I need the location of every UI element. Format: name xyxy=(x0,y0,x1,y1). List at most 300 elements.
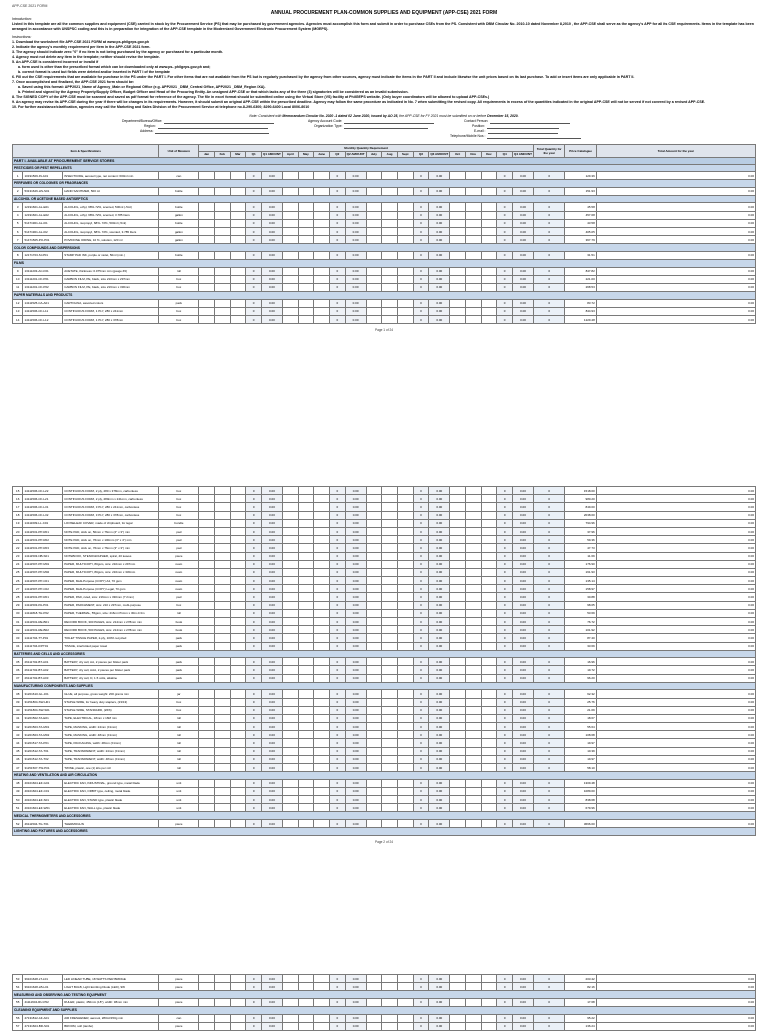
month-qty-input[interactable] xyxy=(314,698,330,706)
month-qty-input[interactable] xyxy=(214,203,230,211)
month-qty-input[interactable] xyxy=(450,307,466,315)
month-qty-input[interactable] xyxy=(382,819,398,827)
month-qty-input[interactable] xyxy=(314,511,330,519)
month-qty-input[interactable] xyxy=(199,236,215,244)
month-qty-input[interactable] xyxy=(465,819,481,827)
month-qty-input[interactable] xyxy=(465,764,481,772)
month-qty-input[interactable] xyxy=(214,796,230,804)
month-qty-input[interactable] xyxy=(382,634,398,642)
month-qty-input[interactable] xyxy=(199,203,215,211)
month-qty-input[interactable] xyxy=(214,609,230,617)
month-qty-input[interactable] xyxy=(199,998,215,1006)
month-qty-input[interactable] xyxy=(298,203,314,211)
month-qty-input[interactable] xyxy=(465,251,481,259)
month-qty-input[interactable] xyxy=(465,299,481,307)
month-qty-input[interactable] xyxy=(450,536,466,544)
month-qty-input[interactable] xyxy=(465,674,481,682)
month-qty-input[interactable] xyxy=(450,495,466,503)
month-qty-input[interactable] xyxy=(382,975,398,983)
month-qty-input[interactable] xyxy=(366,577,382,585)
month-qty-input[interactable] xyxy=(450,552,466,560)
month-qty-input[interactable] xyxy=(481,998,497,1006)
month-qty-input[interactable] xyxy=(282,983,298,991)
month-qty-input[interactable] xyxy=(366,626,382,634)
month-qty-input[interactable] xyxy=(230,568,246,576)
month-qty-input[interactable] xyxy=(481,690,497,698)
month-qty-input[interactable] xyxy=(282,714,298,722)
month-qty-input[interactable] xyxy=(481,283,497,291)
month-qty-input[interactable] xyxy=(282,519,298,527)
month-qty-input[interactable] xyxy=(366,187,382,195)
month-qty-input[interactable] xyxy=(366,172,382,180)
month-qty-input[interactable] xyxy=(282,747,298,755)
month-qty-input[interactable] xyxy=(366,503,382,511)
month-qty-input[interactable] xyxy=(481,568,497,576)
month-qty-input[interactable] xyxy=(481,299,497,307)
month-qty-input[interactable] xyxy=(366,267,382,275)
month-qty-input[interactable] xyxy=(481,714,497,722)
month-qty-input[interactable] xyxy=(366,1022,382,1030)
month-qty-input[interactable] xyxy=(214,568,230,576)
month-qty-input[interactable] xyxy=(199,698,215,706)
month-qty-input[interactable] xyxy=(314,618,330,626)
month-qty-input[interactable] xyxy=(199,975,215,983)
month-qty-input[interactable] xyxy=(298,983,314,991)
month-qty-input[interactable] xyxy=(366,527,382,535)
month-qty-input[interactable] xyxy=(298,315,314,323)
month-qty-input[interactable] xyxy=(230,804,246,812)
month-qty-input[interactable] xyxy=(298,236,314,244)
org-type-field[interactable]: Organization Type: xyxy=(314,124,428,129)
month-qty-input[interactable] xyxy=(450,275,466,283)
month-qty-input[interactable] xyxy=(366,275,382,283)
month-qty-input[interactable] xyxy=(314,674,330,682)
month-qty-input[interactable] xyxy=(481,1022,497,1030)
month-qty-input[interactable] xyxy=(282,706,298,714)
month-qty-input[interactable] xyxy=(450,227,466,235)
month-qty-input[interactable] xyxy=(450,755,466,763)
month-qty-input[interactable] xyxy=(397,658,413,666)
month-qty-input[interactable] xyxy=(481,983,497,991)
month-qty-input[interactable] xyxy=(382,227,398,235)
month-qty-input[interactable] xyxy=(230,236,246,244)
month-qty-input[interactable] xyxy=(366,585,382,593)
month-qty-input[interactable] xyxy=(314,211,330,219)
month-qty-input[interactable] xyxy=(382,626,398,634)
month-qty-input[interactable] xyxy=(366,642,382,650)
month-qty-input[interactable] xyxy=(465,739,481,747)
month-qty-input[interactable] xyxy=(465,658,481,666)
month-qty-input[interactable] xyxy=(214,299,230,307)
month-qty-input[interactable] xyxy=(230,658,246,666)
month-qty-input[interactable] xyxy=(366,203,382,211)
month-qty-input[interactable] xyxy=(282,187,298,195)
month-qty-input[interactable] xyxy=(481,787,497,795)
month-qty-input[interactable] xyxy=(214,764,230,772)
month-qty-input[interactable] xyxy=(214,787,230,795)
month-qty-input[interactable] xyxy=(465,755,481,763)
month-qty-input[interactable] xyxy=(214,519,230,527)
month-qty-input[interactable] xyxy=(450,1022,466,1030)
month-qty-input[interactable] xyxy=(214,283,230,291)
month-qty-input[interactable] xyxy=(199,552,215,560)
month-qty-input[interactable] xyxy=(199,536,215,544)
month-qty-input[interactable] xyxy=(199,299,215,307)
dept-field[interactable]: Department/Bureau/Office: xyxy=(122,119,274,124)
month-qty-input[interactable] xyxy=(397,211,413,219)
month-qty-input[interactable] xyxy=(382,796,398,804)
month-qty-input[interactable] xyxy=(282,723,298,731)
month-qty-input[interactable] xyxy=(298,227,314,235)
month-qty-input[interactable] xyxy=(366,315,382,323)
month-qty-input[interactable] xyxy=(481,779,497,787)
month-qty-input[interactable] xyxy=(298,658,314,666)
month-qty-input[interactable] xyxy=(465,714,481,722)
month-qty-input[interactable] xyxy=(282,251,298,259)
month-qty-input[interactable] xyxy=(481,796,497,804)
month-qty-input[interactable] xyxy=(366,236,382,244)
month-qty-input[interactable] xyxy=(314,275,330,283)
month-qty-input[interactable] xyxy=(214,1014,230,1022)
month-qty-input[interactable] xyxy=(465,747,481,755)
month-qty-input[interactable] xyxy=(214,527,230,535)
month-qty-input[interactable] xyxy=(282,601,298,609)
month-qty-input[interactable] xyxy=(214,983,230,991)
month-qty-input[interactable] xyxy=(366,544,382,552)
month-qty-input[interactable] xyxy=(382,487,398,495)
month-qty-input[interactable] xyxy=(382,609,398,617)
month-qty-input[interactable] xyxy=(214,642,230,650)
month-qty-input[interactable] xyxy=(481,609,497,617)
month-qty-input[interactable] xyxy=(282,755,298,763)
month-qty-input[interactable] xyxy=(199,495,215,503)
month-qty-input[interactable] xyxy=(298,666,314,674)
month-qty-input[interactable] xyxy=(199,787,215,795)
month-qty-input[interactable] xyxy=(366,568,382,576)
month-qty-input[interactable] xyxy=(230,227,246,235)
month-qty-input[interactable] xyxy=(465,1022,481,1030)
month-qty-input[interactable] xyxy=(465,267,481,275)
month-qty-input[interactable] xyxy=(282,227,298,235)
month-qty-input[interactable] xyxy=(481,658,497,666)
month-qty-input[interactable] xyxy=(366,819,382,827)
month-qty-input[interactable] xyxy=(382,723,398,731)
month-qty-input[interactable] xyxy=(230,601,246,609)
month-qty-input[interactable] xyxy=(465,593,481,601)
month-qty-input[interactable] xyxy=(481,187,497,195)
month-qty-input[interactable] xyxy=(397,219,413,227)
month-qty-input[interactable] xyxy=(481,674,497,682)
month-qty-input[interactable] xyxy=(465,698,481,706)
month-qty-input[interactable] xyxy=(366,618,382,626)
month-qty-input[interactable] xyxy=(465,577,481,585)
month-qty-input[interactable] xyxy=(382,787,398,795)
month-qty-input[interactable] xyxy=(230,593,246,601)
month-qty-input[interactable] xyxy=(298,487,314,495)
month-qty-input[interactable] xyxy=(366,511,382,519)
month-qty-input[interactable] xyxy=(298,796,314,804)
month-qty-input[interactable] xyxy=(199,983,215,991)
month-qty-input[interactable] xyxy=(298,577,314,585)
month-qty-input[interactable] xyxy=(298,674,314,682)
month-qty-input[interactable] xyxy=(199,227,215,235)
month-qty-input[interactable] xyxy=(230,307,246,315)
month-qty-input[interactable] xyxy=(298,593,314,601)
month-qty-input[interactable] xyxy=(282,299,298,307)
month-qty-input[interactable] xyxy=(314,503,330,511)
month-qty-input[interactable] xyxy=(397,519,413,527)
month-qty-input[interactable] xyxy=(397,723,413,731)
month-qty-input[interactable] xyxy=(465,203,481,211)
month-qty-input[interactable] xyxy=(230,495,246,503)
month-qty-input[interactable] xyxy=(465,626,481,634)
month-qty-input[interactable] xyxy=(465,634,481,642)
month-qty-input[interactable] xyxy=(214,706,230,714)
month-qty-input[interactable] xyxy=(199,674,215,682)
month-qty-input[interactable] xyxy=(481,642,497,650)
month-qty-input[interactable] xyxy=(450,577,466,585)
month-qty-input[interactable] xyxy=(214,747,230,755)
month-qty-input[interactable] xyxy=(481,211,497,219)
month-qty-input[interactable] xyxy=(314,585,330,593)
month-qty-input[interactable] xyxy=(366,283,382,291)
month-qty-input[interactable] xyxy=(450,747,466,755)
month-qty-input[interactable] xyxy=(282,658,298,666)
month-qty-input[interactable] xyxy=(397,601,413,609)
month-qty-input[interactable] xyxy=(450,299,466,307)
month-qty-input[interactable] xyxy=(314,731,330,739)
month-qty-input[interactable] xyxy=(397,511,413,519)
month-qty-input[interactable] xyxy=(214,731,230,739)
month-qty-input[interactable] xyxy=(298,299,314,307)
month-qty-input[interactable] xyxy=(366,211,382,219)
month-qty-input[interactable] xyxy=(450,779,466,787)
month-qty-input[interactable] xyxy=(450,674,466,682)
month-qty-input[interactable] xyxy=(397,755,413,763)
month-qty-input[interactable] xyxy=(397,739,413,747)
month-qty-input[interactable] xyxy=(230,796,246,804)
month-qty-input[interactable] xyxy=(230,527,246,535)
month-qty-input[interactable] xyxy=(481,577,497,585)
month-qty-input[interactable] xyxy=(481,593,497,601)
month-qty-input[interactable] xyxy=(366,755,382,763)
month-qty-input[interactable] xyxy=(298,723,314,731)
month-qty-input[interactable] xyxy=(397,804,413,812)
month-qty-input[interactable] xyxy=(282,998,298,1006)
month-qty-input[interactable] xyxy=(282,236,298,244)
month-qty-input[interactable] xyxy=(382,299,398,307)
month-qty-input[interactable] xyxy=(382,495,398,503)
month-qty-input[interactable] xyxy=(481,495,497,503)
month-qty-input[interactable] xyxy=(230,983,246,991)
month-qty-input[interactable] xyxy=(465,601,481,609)
month-qty-input[interactable] xyxy=(481,519,497,527)
month-qty-input[interactable] xyxy=(199,172,215,180)
month-qty-input[interactable] xyxy=(397,577,413,585)
month-qty-input[interactable] xyxy=(199,519,215,527)
month-qty-input[interactable] xyxy=(230,666,246,674)
month-qty-input[interactable] xyxy=(230,552,246,560)
month-qty-input[interactable] xyxy=(382,315,398,323)
month-qty-input[interactable] xyxy=(450,634,466,642)
month-qty-input[interactable] xyxy=(214,487,230,495)
month-qty-input[interactable] xyxy=(450,658,466,666)
month-qty-input[interactable] xyxy=(282,283,298,291)
month-qty-input[interactable] xyxy=(314,172,330,180)
month-qty-input[interactable] xyxy=(230,723,246,731)
month-qty-input[interactable] xyxy=(481,601,497,609)
month-qty-input[interactable] xyxy=(397,618,413,626)
month-qty-input[interactable] xyxy=(314,283,330,291)
telephone-field[interactable]: Telephone/Mobile Nos : xyxy=(450,134,581,139)
month-qty-input[interactable] xyxy=(382,1022,398,1030)
month-qty-input[interactable] xyxy=(314,747,330,755)
month-qty-input[interactable] xyxy=(481,585,497,593)
month-qty-input[interactable] xyxy=(397,698,413,706)
month-qty-input[interactable] xyxy=(282,511,298,519)
month-qty-input[interactable] xyxy=(382,764,398,772)
month-qty-input[interactable] xyxy=(199,819,215,827)
month-qty-input[interactable] xyxy=(382,267,398,275)
month-qty-input[interactable] xyxy=(397,764,413,772)
month-qty-input[interactable] xyxy=(397,642,413,650)
month-qty-input[interactable] xyxy=(230,315,246,323)
month-qty-input[interactable] xyxy=(450,544,466,552)
month-qty-input[interactable] xyxy=(230,975,246,983)
month-qty-input[interactable] xyxy=(366,487,382,495)
month-qty-input[interactable] xyxy=(481,227,497,235)
month-qty-input[interactable] xyxy=(314,601,330,609)
month-qty-input[interactable] xyxy=(199,618,215,626)
month-qty-input[interactable] xyxy=(397,275,413,283)
month-qty-input[interactable] xyxy=(214,658,230,666)
month-qty-input[interactable] xyxy=(366,601,382,609)
month-qty-input[interactable] xyxy=(366,634,382,642)
month-qty-input[interactable] xyxy=(199,634,215,642)
month-qty-input[interactable] xyxy=(450,187,466,195)
month-qty-input[interactable] xyxy=(230,560,246,568)
month-qty-input[interactable] xyxy=(465,706,481,714)
month-qty-input[interactable] xyxy=(298,560,314,568)
month-qty-input[interactable] xyxy=(199,666,215,674)
month-qty-input[interactable] xyxy=(397,998,413,1006)
month-qty-input[interactable] xyxy=(282,764,298,772)
month-qty-input[interactable] xyxy=(465,731,481,739)
month-qty-input[interactable] xyxy=(382,658,398,666)
month-qty-input[interactable] xyxy=(314,251,330,259)
month-qty-input[interactable] xyxy=(465,723,481,731)
month-qty-input[interactable] xyxy=(214,601,230,609)
month-qty-input[interactable] xyxy=(382,731,398,739)
month-qty-input[interactable] xyxy=(314,236,330,244)
month-qty-input[interactable] xyxy=(366,706,382,714)
month-qty-input[interactable] xyxy=(282,267,298,275)
month-qty-input[interactable] xyxy=(314,495,330,503)
month-qty-input[interactable] xyxy=(366,731,382,739)
month-qty-input[interactable] xyxy=(382,755,398,763)
month-qty-input[interactable] xyxy=(298,698,314,706)
month-qty-input[interactable] xyxy=(314,983,330,991)
month-qty-input[interactable] xyxy=(465,275,481,283)
month-qty-input[interactable] xyxy=(199,690,215,698)
month-qty-input[interactable] xyxy=(366,495,382,503)
month-qty-input[interactable] xyxy=(382,568,398,576)
month-qty-input[interactable] xyxy=(382,519,398,527)
month-qty-input[interactable] xyxy=(397,609,413,617)
month-qty-input[interactable] xyxy=(282,690,298,698)
month-qty-input[interactable] xyxy=(230,203,246,211)
month-qty-input[interactable] xyxy=(199,560,215,568)
month-qty-input[interactable] xyxy=(366,787,382,795)
month-qty-input[interactable] xyxy=(450,1014,466,1022)
month-qty-input[interactable] xyxy=(199,275,215,283)
month-qty-input[interactable] xyxy=(214,779,230,787)
month-qty-input[interactable] xyxy=(382,283,398,291)
month-qty-input[interactable] xyxy=(199,731,215,739)
month-qty-input[interactable] xyxy=(465,666,481,674)
month-qty-input[interactable] xyxy=(298,211,314,219)
month-qty-input[interactable] xyxy=(298,585,314,593)
month-qty-input[interactable] xyxy=(282,211,298,219)
month-qty-input[interactable] xyxy=(314,267,330,275)
month-qty-input[interactable] xyxy=(214,975,230,983)
month-qty-input[interactable] xyxy=(298,307,314,315)
month-qty-input[interactable] xyxy=(465,172,481,180)
month-qty-input[interactable] xyxy=(214,511,230,519)
month-qty-input[interactable] xyxy=(199,747,215,755)
month-qty-input[interactable] xyxy=(382,219,398,227)
month-qty-input[interactable] xyxy=(199,1022,215,1030)
month-qty-input[interactable] xyxy=(465,307,481,315)
month-qty-input[interactable] xyxy=(314,804,330,812)
month-qty-input[interactable] xyxy=(397,251,413,259)
month-qty-input[interactable] xyxy=(481,666,497,674)
month-qty-input[interactable] xyxy=(465,503,481,511)
month-qty-input[interactable] xyxy=(382,618,398,626)
month-qty-input[interactable] xyxy=(465,236,481,244)
month-qty-input[interactable] xyxy=(199,577,215,585)
month-qty-input[interactable] xyxy=(382,536,398,544)
month-qty-input[interactable] xyxy=(230,536,246,544)
month-qty-input[interactable] xyxy=(397,527,413,535)
month-qty-input[interactable] xyxy=(465,315,481,323)
month-qty-input[interactable] xyxy=(199,568,215,576)
month-qty-input[interactable] xyxy=(298,1014,314,1022)
month-qty-input[interactable] xyxy=(397,503,413,511)
month-qty-input[interactable] xyxy=(450,267,466,275)
month-qty-input[interactable] xyxy=(298,764,314,772)
month-qty-input[interactable] xyxy=(314,552,330,560)
month-qty-input[interactable] xyxy=(199,219,215,227)
month-qty-input[interactable] xyxy=(282,787,298,795)
month-qty-input[interactable] xyxy=(282,975,298,983)
month-qty-input[interactable] xyxy=(366,609,382,617)
month-qty-input[interactable] xyxy=(382,593,398,601)
month-qty-input[interactable] xyxy=(382,187,398,195)
month-qty-input[interactable] xyxy=(199,307,215,315)
month-qty-input[interactable] xyxy=(298,601,314,609)
month-qty-input[interactable] xyxy=(282,495,298,503)
month-qty-input[interactable] xyxy=(298,519,314,527)
month-qty-input[interactable] xyxy=(465,283,481,291)
month-qty-input[interactable] xyxy=(314,527,330,535)
month-qty-input[interactable] xyxy=(298,609,314,617)
month-qty-input[interactable] xyxy=(314,227,330,235)
month-qty-input[interactable] xyxy=(214,593,230,601)
month-qty-input[interactable] xyxy=(481,618,497,626)
month-qty-input[interactable] xyxy=(214,698,230,706)
month-qty-input[interactable] xyxy=(230,998,246,1006)
